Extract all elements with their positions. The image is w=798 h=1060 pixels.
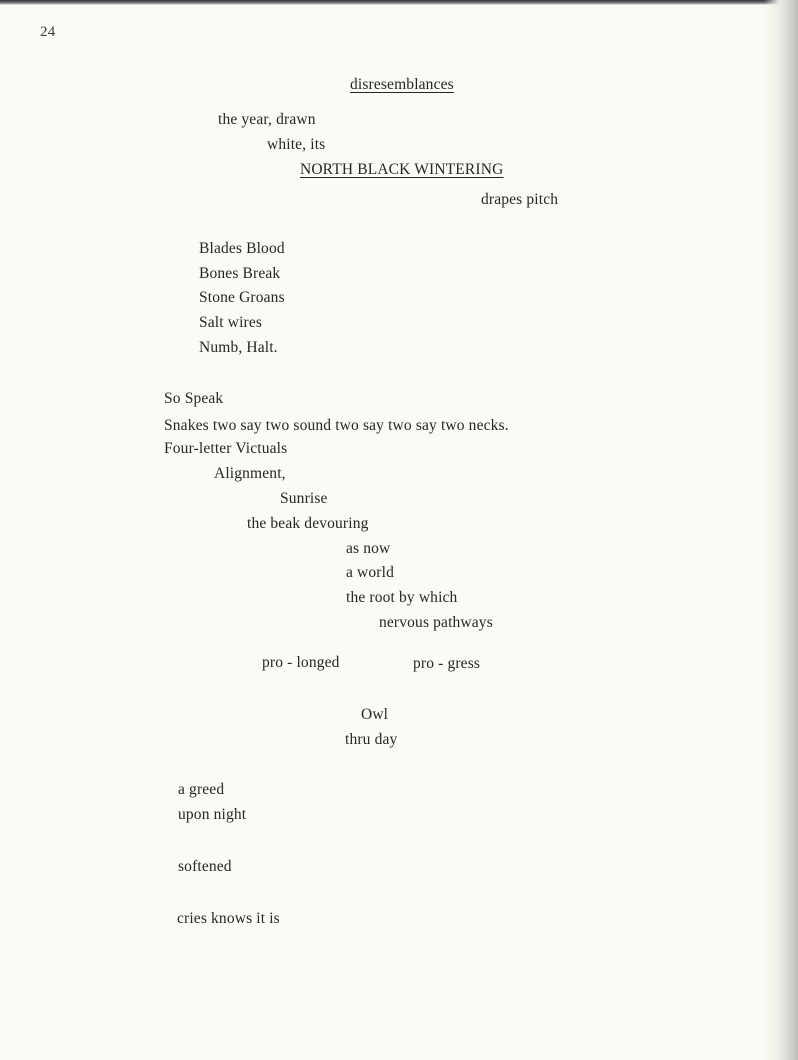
poem-line: Bones Break <box>199 265 281 282</box>
page-top-edge-shadow <box>0 0 798 5</box>
page-gutter-shadow <box>764 0 798 1060</box>
poem-line: Owl <box>361 706 389 723</box>
poem-line: Stone Groans <box>199 289 285 306</box>
poem-line: upon night <box>178 806 247 823</box>
poem-line: the beak devouring <box>247 515 369 532</box>
poem-line: a world <box>346 564 394 581</box>
poem-line: white, its <box>267 136 326 153</box>
poem-line: the root by which <box>346 589 458 606</box>
poem-line: cries knows it is <box>177 910 280 927</box>
poem-line: Snakes two say two sound two say two say two necks. <box>164 417 509 434</box>
poem-line: the year, drawn <box>218 111 316 128</box>
poem-line: Four-letter Victuals <box>164 440 288 457</box>
poem-line: So Speak <box>164 390 224 407</box>
poem-line: softened <box>178 858 232 875</box>
poem-line: Alignment, <box>214 465 286 482</box>
poem-line: thru day <box>345 731 398 748</box>
poem-line: Salt wires <box>199 314 263 331</box>
poem-line: nervous pathways <box>379 614 493 631</box>
poem-line: pro - longed <box>262 654 340 671</box>
poem-line: as now <box>346 540 391 557</box>
poem-line: Numb, Halt. <box>199 339 278 356</box>
poem-title: disresemblances <box>350 76 454 93</box>
poem-line: Blades Blood <box>199 240 285 257</box>
poem-line: drapes pitch <box>481 191 559 208</box>
poem-line: a greed <box>178 781 225 798</box>
poem-line: pro - gress <box>413 655 481 672</box>
poem-line: Sunrise <box>280 490 328 507</box>
page-number: 24 <box>40 24 56 40</box>
poem-line-underlined: NORTH BLACK WINTERING <box>300 161 504 178</box>
